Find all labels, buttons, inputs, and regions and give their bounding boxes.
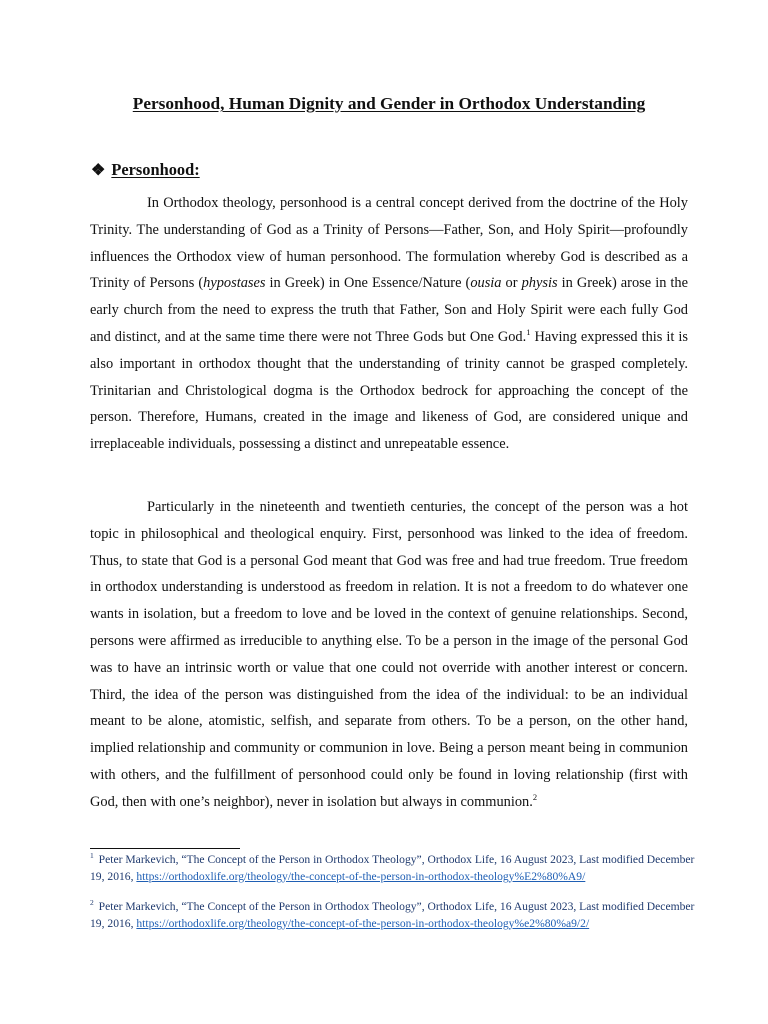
footnote-text: Peter Markevich, “The Concept of the Person in Orthodox Theology”, Orthodox Life, 16 August 2023, Last modified December 19, 2016, (90, 900, 695, 930)
page-title: Personhood, Human Dignity and Gender in Orthodox Understanding (132, 94, 646, 113)
section-heading-text: Personhood: (111, 160, 200, 179)
italic-term-hypostases: hypostases (203, 275, 266, 292)
paragraph-text: in Greek) arose in the early church from the need to express the truth that Father, Son and Holy Spirit were each fully God and distinct, and at the same time there were not Three Gods but One God. (90, 275, 689, 345)
section-heading (91, 160, 200, 180)
footnote-link[interactable]: https://orthodoxlife.org/theology/the-concept-of-the-person-in-orthodox-theology%e2%80%a9/2/ (136, 916, 590, 930)
paragraph-text: Particularly in the nineteenth and twentieth centuries, the concept of the person was a hot topic in philosophical and theological enquiry. First, personhood was linked to the idea of freedom. Thus, to state that God is a personal God meant that God was free and had true freedom. True freedom in orthodox understanding is understood as freedom in relation. It is not a freedom to do whatever one wants in isolation, but a freedom to love and be loved in the context of genuine relationships. Second, persons were affirmed as irreducible to anything else. To be a person in the image of the personal God was to have an intrinsic worth or value that one could not override with another interest or concern. Third, the idea of the person was distinguished from the idea of the individual: to be an individual meant to be alone, atomistic, selfish, and separate from others. To be a person, on the other hand, implied relationship and community or communion in love. Being a person meant being in communion with others, and the fulfillment of personhood could only be found in loving relationship (first with God, then with one’s neighbor), never in isolation but always in communion. (90, 499, 688, 810)
footnote-1 (90, 852, 700, 885)
diamond-bullet-icon: ❖ (91, 162, 106, 179)
footnote-ref-1[interactable]: 1 (526, 327, 531, 338)
footnote-text: Peter Markevich, “The Concept of the Person in Orthodox Theology”, Orthodox Life, 16 August 2023, Last modified December 19, 2016, (90, 853, 695, 883)
paragraph-personhood-trinity (90, 190, 688, 458)
italic-term-physis: physis (521, 275, 558, 292)
paragraph-text: in Greek) in One Essence/Nature ( (265, 275, 471, 292)
paragraph-text: or (501, 275, 522, 292)
footnote-link[interactable]: https://orthodoxlife.org/theology/the-concept-of-the-person-in-orthodox-theology%E2%80%A9/ (136, 869, 586, 883)
italic-term-ousia: ousia (470, 275, 502, 292)
footnote-2 (90, 899, 700, 932)
footnote-number: 1 (90, 851, 94, 861)
paragraph-personhood-history (90, 494, 688, 816)
footnote-ref-2[interactable]: 2 (532, 791, 538, 802)
paragraph-text: In Orthodox theology, personhood is a central concept derived from the doctrine of the Holy Trinity. The understanding of God as a Trinity of Persons—Father, Son, and Holy Spirit—profoundly influences the Orthodox view of human personhood. The formulation whereby God is described as a Trinity of Persons ( (90, 195, 688, 292)
paragraph-text: Having expressed this it is also important in orthodox thought that the understanding of trinity cannot be grasped completely. Trinitarian and Christological dogma is the Orthodox bedrock for approaching the concept of the person. Therefore, Humans, created in the image and likeness of God, are considered unique and irreplaceable individuals, possessing a distinct and unrepeatable essence. (90, 328, 688, 453)
footnote-number: 2 (90, 898, 94, 908)
footnote-separator (90, 848, 240, 849)
